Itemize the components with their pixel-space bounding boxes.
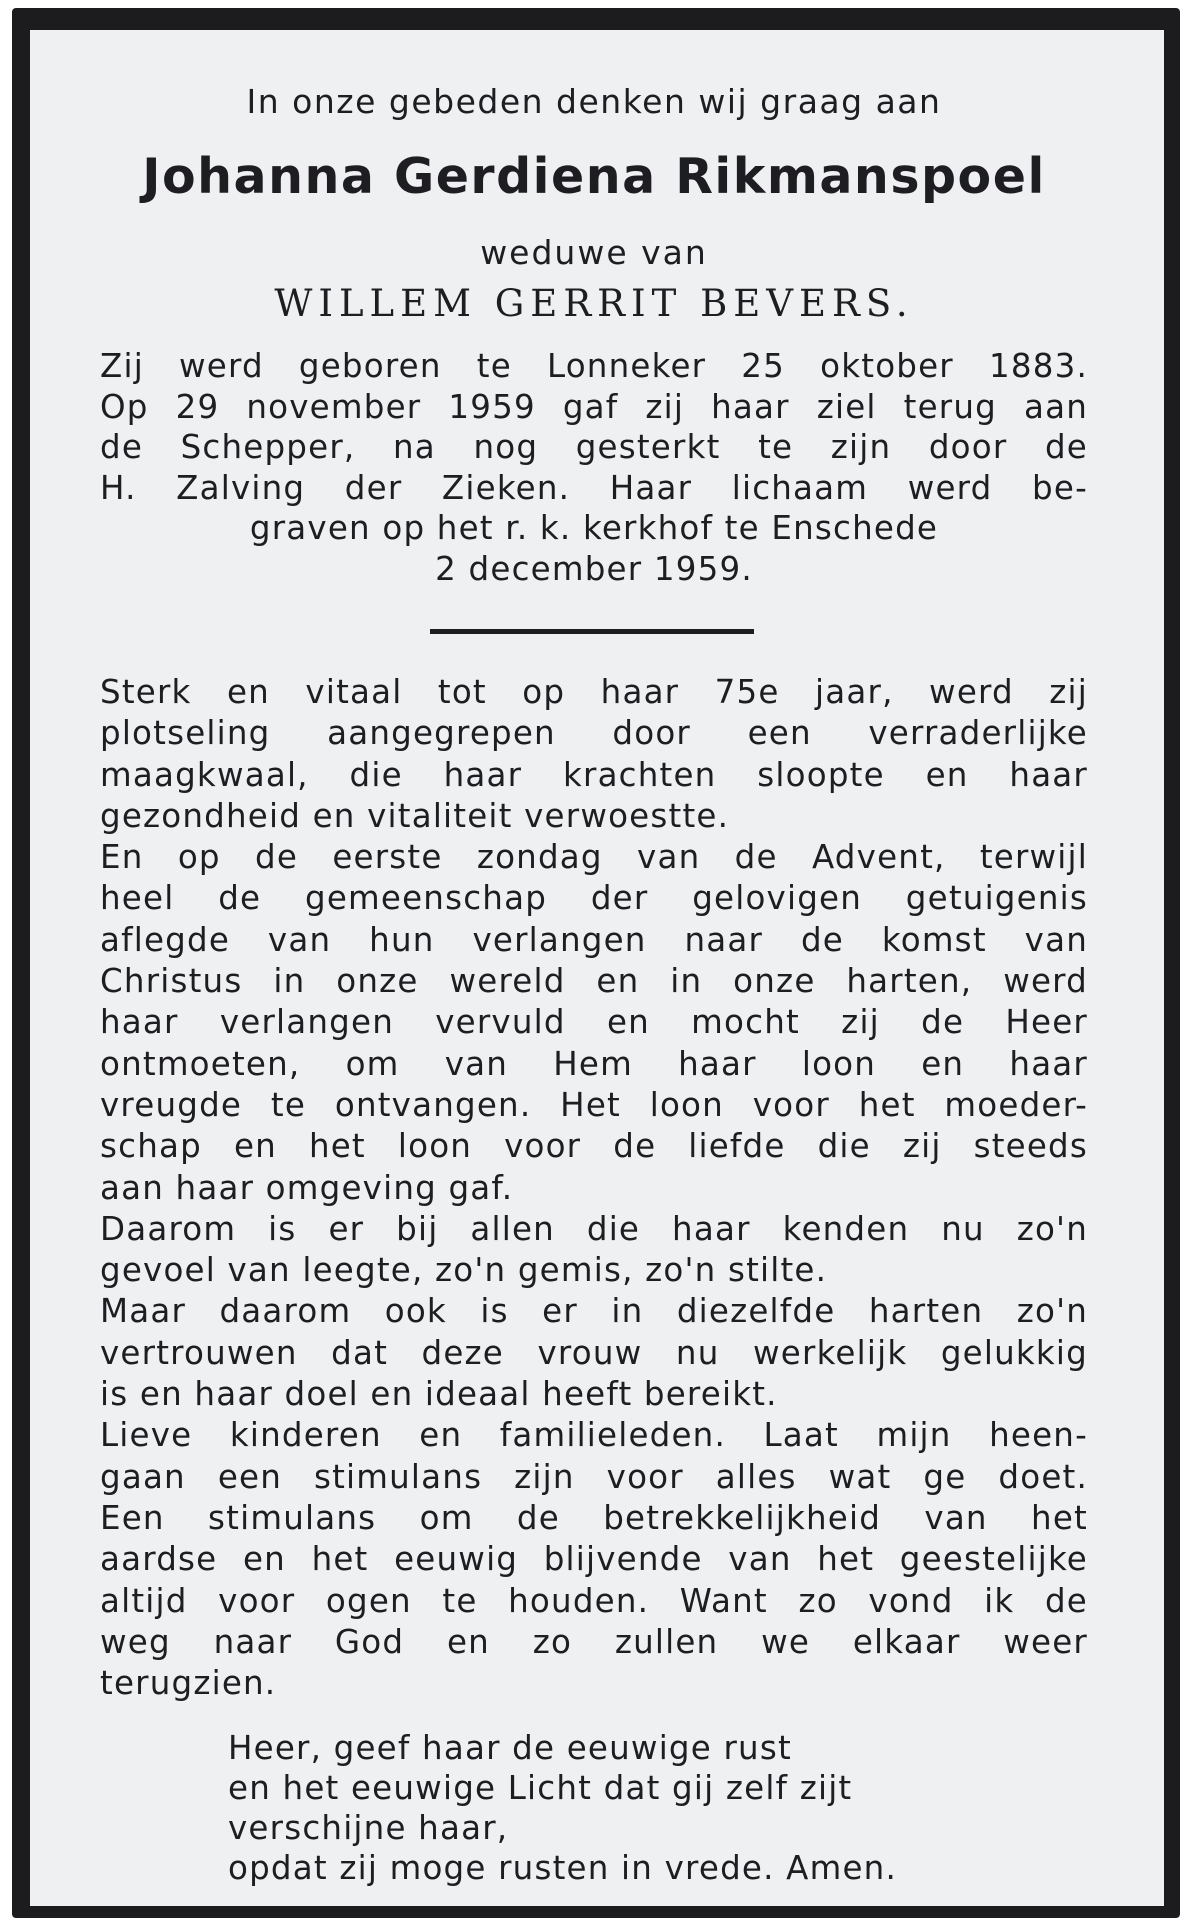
eulogy-line: altijd voor ogen te houden. Want zo vond ik de (100, 1581, 1088, 1620)
eulogy-line: Maar daarom ook is er in diezelfde harten zo'n (100, 1292, 1088, 1331)
eulogy-line: terugzien. (100, 1664, 277, 1703)
eulogy-line: heel de gemeenschap der gelovigen getuigenis (100, 879, 1088, 918)
eulogy-line: gevoel van leegte, zo'n gemis, zo'n stilte. (100, 1251, 828, 1290)
widow-of-label: weduwe van (480, 233, 708, 272)
deceased-name: Johanna Gerdiena Rikmanspoel (142, 148, 1046, 205)
husband-name: WILLEM GERRIT BEVERS. (274, 282, 914, 325)
eulogy-line: aardse en het eeuwig blijvende van het geestelijke (100, 1540, 1088, 1579)
eulogy-line: Een stimulans om de betrekkelijkheid van het (100, 1498, 1088, 1537)
eulogy-line: gezondheid en vitaliteit verwoestte. (100, 796, 730, 835)
bio-line: H. Zalving der Zieken. Haar lichaam werd be- (100, 468, 1088, 507)
eulogy-line: aflegde van hun verlangen naar de komst van (100, 920, 1088, 959)
eulogy-line: vreugde te ontvangen. Het loon voor het moeder- (100, 1085, 1088, 1124)
eulogy-line: Lieve kinderen en familieleden. Laat mijn heen- (100, 1416, 1088, 1455)
eulogy-line: Sterk en vitaal tot op haar 75e jaar, werd zij (100, 673, 1088, 711)
section-divider (430, 629, 754, 634)
bio-line: de Schepper, na nog gesterkt te zijn door de (100, 428, 1088, 466)
eulogy-line: gaan een stimulans zijn voor alles wat ge doet. (100, 1457, 1088, 1496)
eulogy-line: En op de eerste zondag van de Advent, terwijl (100, 838, 1088, 877)
biography-paragraph (100, 346, 1088, 589)
eulogy-line: aan haar omgeving gaf. (100, 1168, 514, 1207)
bio-line: 2 december 1959. (435, 549, 753, 588)
eulogy-line: vertrouwen dat deze vrouw nu werkelijk gelukkig (100, 1333, 1088, 1372)
prayer-line: opdat zij moge rusten in vrede. Amen. (228, 1849, 897, 1887)
bio-line: Op 29 november 1959 gaf zij haar ziel terug aan (100, 387, 1088, 426)
bio-line: Zij werd geboren te Lonneker 25 oktober 1883. (100, 347, 1088, 385)
prayer-line: Heer, geef haar de eeuwige rust (228, 1729, 792, 1767)
eulogy-text (100, 672, 1088, 1704)
eulogy-line: plotseling aangegrepen door een verraderlijke (100, 714, 1088, 753)
bio-line: graven op het r. k. kerkhof te Enschede (249, 509, 939, 547)
prayer-line: verschijne haar, (228, 1809, 509, 1847)
closing-prayer (228, 1728, 1088, 1888)
eulogy-line: Christus in onze wereld en in onze harten, werd (100, 962, 1088, 1001)
eulogy-line: weg naar God en zo zullen we elkaar weer (100, 1622, 1088, 1661)
eulogy-line: maagkwaal, die haar krachten sloopte en haar (100, 755, 1088, 794)
prayer-line: en het eeuwige Licht dat gij zelf zijt (228, 1769, 853, 1807)
eulogy-line: Daarom is er bij allen die haar kenden nu zo'n (100, 1209, 1088, 1248)
eulogy-line: ontmoeten, om van Hem haar loon en haar (100, 1044, 1088, 1083)
intro-line: In onze gebeden denken wij graag aan (246, 82, 942, 121)
eulogy-line: is en haar doel en ideaal heeft bereikt. (100, 1375, 778, 1414)
eulogy-line: haar verlangen vervuld en mocht zij de Heer (100, 1003, 1088, 1042)
eulogy-line: schap en het loon voor de liefde die zij steeds (100, 1127, 1088, 1166)
